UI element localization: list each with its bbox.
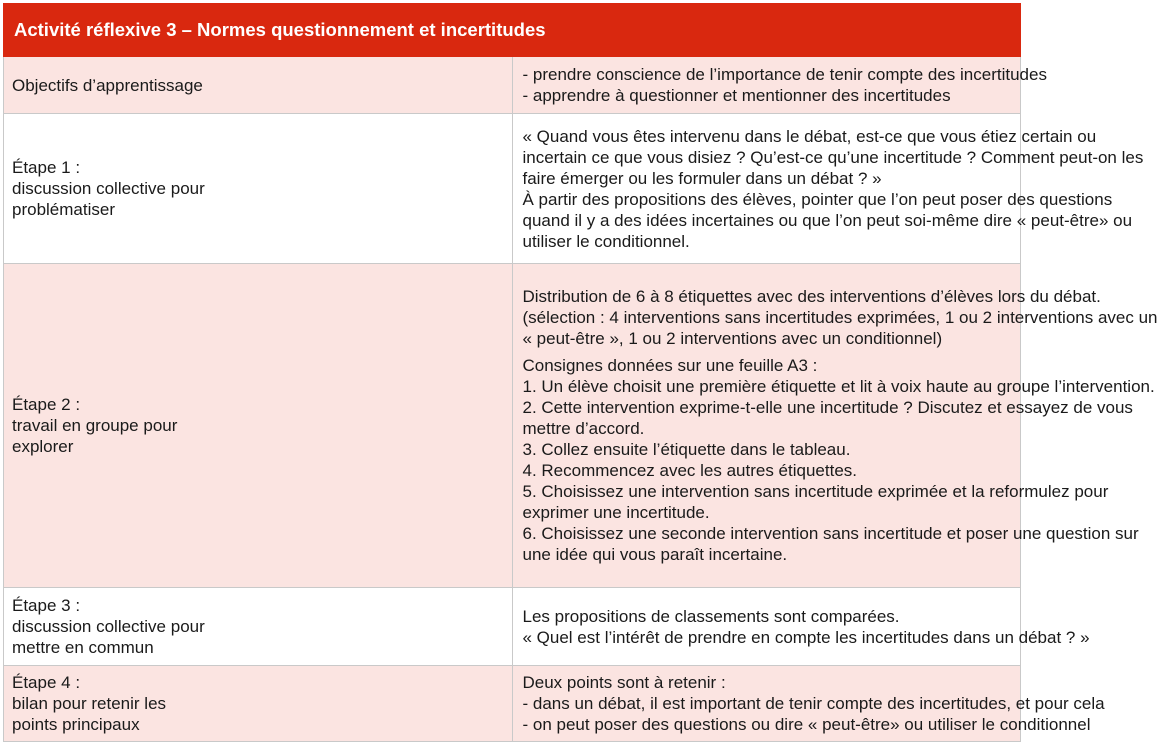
label-line: Objectifs d’apprentissage: [12, 75, 203, 95]
content-line: exprimer une incertitude.: [522, 503, 710, 522]
row-label: [4, 588, 513, 666]
label-line: Étape 2 :: [12, 395, 81, 414]
row-content: [512, 666, 1105, 742]
content-line: Les propositions de classements sont comparées.: [522, 606, 900, 626]
content-line: - prendre conscience de l’importance de tenir compte des incertitudes: [522, 65, 1047, 84]
row-etape-3: [4, 588, 1021, 666]
label-line: discussion collective pour: [12, 179, 205, 198]
content-line: 2. Cette intervention exprime-t-elle une incertitude ? Discutez et essayez de vous: [522, 398, 1133, 417]
label-line: Étape 4 :: [12, 673, 81, 692]
label-line: discussion collective pour: [12, 617, 205, 636]
row-objectifs: [4, 57, 1021, 114]
table-title: Activité réflexive 3 – Normes questionnement et incertitudes: [4, 4, 1021, 57]
content-line: 5. Choisissez une intervention sans incertitude exprimée et la reformulez pour: [522, 482, 1109, 501]
header-row: [4, 4, 1021, 57]
content-line: (sélection : 4 interventions sans incertitudes exprimées, 1 ou 2 interventions avec un: [522, 308, 1158, 327]
label-line: Étape 1 :: [12, 158, 81, 177]
content-line: À partir des propositions des élèves, pointer que l’on peut poser des questions: [522, 189, 1113, 209]
content-line: Deux points sont à retenir :: [522, 673, 726, 692]
content-line: faire émerger ou les formuler dans un débat ? »: [522, 168, 882, 188]
content-line: mettre d’accord.: [522, 419, 645, 438]
content-line: quand il y a des idées incertaines ou que l’on peut soi-même dire « peut-être» ou: [522, 210, 1133, 230]
row-content: [512, 264, 1158, 588]
label-line: bilan pour retenir les: [12, 694, 167, 713]
row-label: [4, 264, 513, 588]
content-line: - dans un débat, il est important de tenir compte des incertitudes, et pour cela: [522, 694, 1105, 713]
content-line: incertain ce que vous disiez ? Qu’est-ce qu’une incertitude ? Comment peut-on les: [522, 147, 1144, 167]
label-line: travail en groupe pour: [12, 416, 178, 435]
label-line: explorer: [12, 437, 74, 456]
content-line: « Quel est l’intérêt de prendre en compte les incertitudes dans un débat ? »: [522, 627, 1090, 647]
row-label: [4, 666, 513, 742]
label-line: mettre en commun: [12, 638, 154, 657]
row-content: [512, 57, 1047, 114]
content-line: - apprendre à questionner et mentionner des incertitudes: [522, 86, 951, 105]
activity-table: [3, 3, 1158, 742]
content-line: « peut-être », 1 ou 2 interventions avec un conditionnel): [522, 329, 943, 348]
content-line: 6. Choisissez une seconde intervention sans incertitude et poser une question sur: [522, 524, 1139, 543]
label-line: Étape 3 :: [12, 596, 81, 615]
row-label: [4, 57, 513, 114]
content-line: 4. Recommencez avec les autres étiquettes.: [522, 461, 857, 480]
row-label: [4, 114, 513, 264]
row-content: [512, 588, 1090, 666]
row-content: [512, 114, 1144, 264]
content-line: « Quand vous êtes intervenu dans le débat, est-ce que vous étiez certain ou: [522, 126, 1097, 146]
label-line: points principaux: [12, 715, 140, 734]
content-line: Distribution de 6 à 8 étiquettes avec des interventions d’élèves lors du débat.: [522, 287, 1101, 306]
content-line: Consignes données sur une feuille A3 :: [522, 356, 818, 375]
content-line: une idée qui vous paraît incertaine.: [522, 545, 788, 564]
content-line: - on peut poser des questions ou dire « peut-être» ou utiliser le conditionnel: [522, 715, 1091, 734]
content-line: utiliser le conditionnel.: [522, 231, 690, 251]
row-etape-4: [4, 666, 1021, 742]
label-line: problématiser: [12, 200, 115, 219]
row-etape-1: [4, 114, 1021, 264]
row-etape-2: [4, 264, 1021, 588]
content-line: 1. Un élève choisit une première étiquette et lit à voix haute au groupe l’intervention.: [522, 377, 1155, 396]
content-line: 3. Collez ensuite l’étiquette dans le tableau.: [522, 440, 851, 459]
